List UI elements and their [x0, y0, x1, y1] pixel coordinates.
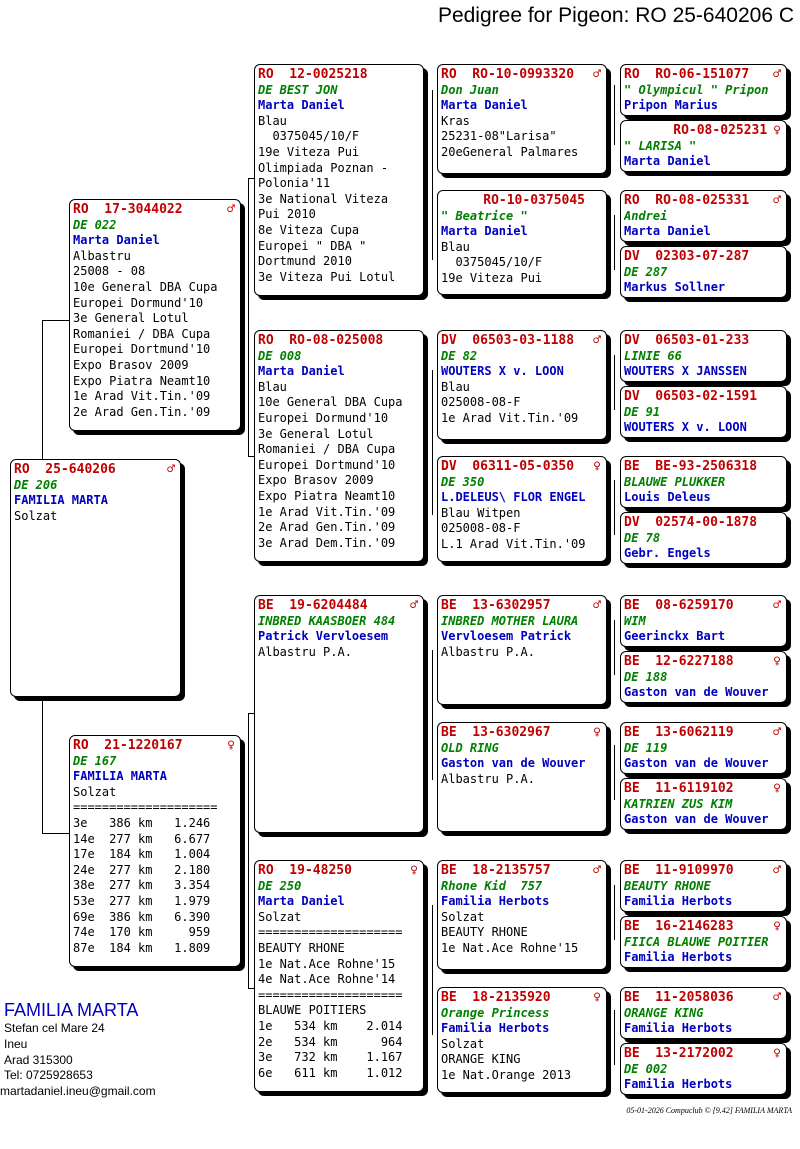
pigeon-info-line: BEAUTY RHONE	[441, 925, 528, 940]
owner-name: Geerinckx Bart	[624, 629, 726, 644]
pigeon-info-line: BEAUTY RHONE	[258, 940, 345, 955]
pigeon-card-subject[interactable]	[10, 459, 181, 697]
ring-number: BE 12-6227188	[624, 654, 734, 669]
sex-icon: ♀	[773, 1046, 781, 1061]
ring-number: RO RO-08-025331	[624, 193, 750, 208]
pigeon-info-line: Romaniei / DBA Cupa	[258, 442, 396, 457]
ring-number: DV 06503-02-1591	[624, 389, 758, 404]
pigeon-info-line: Albastru P.A.	[441, 771, 535, 786]
pigeon-info-line: Blau Witpen	[441, 505, 521, 520]
pigeon-info-line: ====================	[258, 925, 403, 940]
connector	[42, 700, 43, 833]
breeder-postal: Arad 315300	[4, 1052, 73, 1067]
pigeon-card-g6[interactable]	[620, 386, 787, 438]
pigeon-info-line: 19e Viteza Pui	[258, 144, 360, 159]
sex-icon: ♂	[227, 202, 235, 217]
pigeon-info-line: Albastru P.A.	[258, 644, 352, 659]
ring-number: DV 06503-03-1188	[441, 333, 575, 348]
pigeon-name: " Beatrice "	[441, 208, 528, 223]
owner-name: Familia Herbots	[624, 1021, 733, 1036]
owner-name: FAMILIA MARTA	[14, 493, 108, 508]
pigeon-card-g3[interactable]	[620, 190, 787, 242]
pigeon-name: BEAUTY RHONE	[624, 878, 711, 893]
pigeon-info-line: Solzat	[73, 784, 117, 799]
sex-icon: ♂	[410, 598, 418, 613]
connector	[614, 215, 615, 270]
pigeon-card-sire-dam[interactable]	[254, 330, 424, 562]
pigeon-info-line: L.1 Arad Vit.Tin.'09	[441, 536, 586, 551]
owner-name: Gaston van de Wouver	[624, 756, 769, 771]
sex-icon: ♀	[773, 123, 781, 138]
pigeon-info-line: 8e Viteza Cupa	[258, 222, 360, 237]
pigeon-info-line: 2e Arad Gen.Tin.'09	[258, 520, 396, 535]
sex-icon: ♀	[773, 781, 781, 796]
ring-number: RO 21-1220167	[73, 738, 183, 753]
ring-number: BE 13-2172002	[624, 1046, 734, 1061]
sex-icon: ♂	[773, 67, 781, 82]
owner-name: Louis Deleus	[624, 490, 711, 505]
pigeon-info-line: 38e 277 km 3.354	[73, 878, 211, 893]
owner-name: Familia Herbots	[624, 894, 733, 909]
owner-name: Vervloesem Patrick	[441, 629, 572, 644]
pigeon-info-line: ====================	[258, 987, 403, 1002]
pigeon-name: DE 002	[624, 1061, 668, 1076]
owner-name: L.DELEUS\ FLOR ENGEL	[441, 490, 586, 505]
pigeon-info-line: 24e 277 km 2.180	[73, 862, 211, 877]
pigeon-card-ddd[interactable]	[437, 987, 607, 1093]
pigeon-info-line: Expo Piatra Neamt10	[258, 488, 396, 503]
pigeon-info-line: Expo Brasov 2009	[258, 473, 374, 488]
pigeon-card-ssd[interactable]	[437, 190, 607, 295]
owner-name: Gaston van de Wouver	[624, 812, 769, 827]
connector	[432, 905, 433, 1035]
ring-number: DV 02303-07-287	[624, 249, 750, 264]
pigeon-info-line: Europei Dormund'10	[73, 295, 204, 310]
pigeon-info-line: 19e Viteza Pui	[441, 270, 543, 285]
sex-icon: ♀	[593, 725, 601, 740]
pigeon-info-line: 1e Arad Vit.Tin.'09	[258, 504, 396, 519]
pigeon-info-line: Solzat	[14, 508, 58, 523]
owner-name: Pripon Marius	[624, 98, 718, 113]
owner-name: Gaston van de Wouver	[441, 756, 586, 771]
pigeon-name: Orange Princess	[441, 1005, 550, 1020]
pigeon-info-line: Polonia'11	[258, 176, 331, 191]
pigeon-info-line: 3e 732 km 1.167	[258, 1050, 403, 1065]
sex-icon: ♂	[773, 725, 781, 740]
owner-name: Marta Daniel	[73, 233, 160, 248]
pigeon-name: Andrei	[624, 208, 668, 223]
pigeon-info-line: 1e Nat.Ace Rohne'15	[441, 940, 579, 955]
sex-icon: ♀	[227, 738, 235, 753]
pigeon-info-line: 25008 - 08	[73, 264, 146, 279]
pigeon-info-line: Blau	[258, 379, 287, 394]
pigeon-name: " Olympicul " Pripon	[624, 82, 769, 97]
pigeon-info-line: Albastru	[73, 248, 131, 263]
sex-icon: ♂	[593, 333, 601, 348]
pigeon-card-g16[interactable]	[620, 1043, 787, 1095]
sex-icon: ♂	[773, 863, 781, 878]
pigeon-name: INBRED KAASBOER 484	[258, 613, 396, 628]
sex-icon: ♀	[773, 654, 781, 669]
sex-icon: ♀	[773, 919, 781, 934]
pigeon-info-line: 2e 534 km 964	[258, 1034, 403, 1049]
pigeon-name: KATRIEN ZUS KIM	[624, 796, 733, 811]
ring-number: BE 11-6119102	[624, 781, 734, 796]
ring-number: BE 18-2135757	[441, 863, 551, 878]
pigeon-card-g9[interactable]	[620, 595, 787, 647]
connector	[42, 833, 70, 834]
ring-number: BE BE-93-2506318	[624, 459, 758, 474]
page-title: Pedigree for Pigeon: RO 25-640206 C	[437, 4, 794, 27]
pigeon-card-sds[interactable]	[437, 330, 607, 440]
pigeon-info-line: Solzat	[441, 1036, 485, 1051]
pigeon-card-sdd[interactable]	[437, 456, 607, 562]
pigeon-info-line: 1e Arad Vit.Tin.'09	[73, 389, 211, 404]
pigeon-card-dsd[interactable]	[437, 722, 607, 832]
pigeon-info-line: 3e 386 km 1.246	[73, 815, 211, 830]
connector	[432, 650, 433, 780]
pigeon-info-line: 1e 534 km 2.014	[258, 1018, 403, 1033]
pigeon-name: DE 250	[258, 878, 302, 893]
pigeon-info-line: 3e General Lotul	[73, 311, 189, 326]
ring-number: BE 18-2135920	[441, 990, 551, 1005]
pigeon-info-line: 025008-08-F	[441, 521, 521, 536]
connector	[614, 1010, 615, 1065]
pigeon-info-line: 6e 611 km 1.012	[258, 1065, 403, 1080]
connector	[614, 885, 615, 940]
ring-number: RO 19-48250	[258, 863, 352, 878]
pigeon-card-sire-sire[interactable]	[254, 64, 424, 296]
sex-icon: ♂	[593, 67, 601, 82]
pigeon-info-line: Romaniei / DBA Cupa	[73, 326, 211, 341]
ring-number: BE 11-9109970	[624, 863, 734, 878]
pigeon-info-line: 2e Arad Gen.Tin.'09	[73, 404, 211, 419]
breeder-name: FAMILIA MARTA	[4, 1000, 139, 1020]
breeder-city: Ineu	[4, 1036, 28, 1051]
pigeon-info-line: Kras	[441, 113, 470, 128]
pigeon-info-line: 3e Viteza Pui Lotul	[258, 269, 396, 284]
connector	[614, 620, 615, 675]
breeder-address: Stefan cel Mare 24	[4, 1021, 105, 1035]
pigeon-name: DE BEST JON	[258, 82, 338, 97]
pigeon-info-line: Europei Dormund'10	[258, 410, 389, 425]
pigeon-card-g12[interactable]	[620, 778, 787, 830]
pigeon-card-sss[interactable]	[437, 64, 607, 174]
owner-name: Markus Sollner	[624, 280, 726, 295]
breeder-email[interactable]: martadaniel.ineu@gmail.com	[0, 1084, 156, 1099]
pigeon-card-sire[interactable]	[69, 199, 241, 431]
sex-icon: ♂	[593, 598, 601, 613]
pigeon-info-line: 1e Nat.Ace Rohne'15	[258, 956, 396, 971]
pigeon-info-line: Pui 2010	[258, 207, 316, 222]
connector	[432, 370, 433, 515]
pigeon-info-line: 53e 277 km 1.979	[73, 893, 211, 908]
pigeon-info-line: 10e General DBA Cupa	[258, 395, 403, 410]
pigeon-card-dam-dam[interactable]	[254, 860, 424, 1092]
sex-icon: ♂	[167, 462, 175, 477]
pigeon-info-line: 69e 386 km 6.390	[73, 909, 211, 924]
owner-name: Familia Herbots	[441, 894, 550, 909]
pigeon-info-line: 0375045/10/F	[441, 255, 543, 270]
pigeon-name: Rhone Kid 757	[441, 878, 543, 893]
pigeon-card-g7[interactable]	[620, 456, 787, 508]
pigeon-info-line: 3e General Lotul	[258, 426, 374, 441]
ring-number: BE 11-2058036	[624, 990, 734, 1005]
pigeon-info-line: Expo Brasov 2009	[73, 357, 189, 372]
sex-icon: ♂	[773, 193, 781, 208]
connector	[248, 178, 249, 456]
owner-name: Marta Daniel	[258, 98, 345, 113]
pigeon-info-line: Europei " DBA "	[258, 238, 367, 253]
pigeon-info-line: 20eGeneral Palmares	[441, 144, 579, 159]
ring-number: RO RO-08-025008	[258, 333, 384, 348]
ring-number: DV 06503-01-233	[624, 333, 750, 348]
owner-name: Familia Herbots	[624, 950, 733, 965]
pigeon-info-line: 74e 170 km 959	[73, 925, 211, 940]
ring-number: DV 02574-00-1878	[624, 515, 758, 530]
connector	[42, 320, 43, 460]
pigeon-info-line: 3e National Viteza	[258, 191, 389, 206]
pigeon-info-line: Blau	[258, 113, 287, 128]
pigeon-info-line: Europei Dortmund'10	[73, 342, 211, 357]
pigeon-info-line: Solzat	[441, 909, 485, 924]
pigeon-card-g10[interactable]	[620, 651, 787, 703]
connector	[248, 713, 249, 988]
owner-name: Marta Daniel	[258, 364, 345, 379]
sex-icon: ♂	[773, 598, 781, 613]
ring-number: RO 17-3044022	[73, 202, 183, 217]
sex-icon: ♀	[593, 990, 601, 1005]
pigeon-info-line: Europei Dortmund'10	[258, 457, 396, 472]
owner-name: WOUTERS X JANSSEN	[624, 364, 747, 379]
ring-number: BE 08-6259170	[624, 598, 734, 613]
sex-icon: ♀	[410, 863, 418, 878]
owner-name: FAMILIA MARTA	[73, 769, 167, 784]
pigeon-name: " LARISA "	[624, 138, 697, 153]
pigeon-name: DE 206	[14, 477, 58, 492]
pigeon-name: DE 022	[73, 217, 117, 232]
pigeon-card-g13[interactable]	[620, 860, 787, 912]
owner-name: Gebr. Engels	[624, 546, 711, 561]
pigeon-info-line: 10e General DBA Cupa	[73, 279, 218, 294]
ring-number: RO-10-0375045	[483, 193, 585, 208]
owner-name: Patrick Vervloesem	[258, 629, 389, 644]
pigeon-name: DE 119	[624, 740, 668, 755]
connector	[614, 85, 615, 145]
pigeon-info-line: Dortmund 2010	[258, 254, 352, 269]
owner-name: WOUTERS X v. LOON	[441, 364, 564, 379]
owner-name: Marta Daniel	[624, 154, 711, 169]
pigeon-card-g11[interactable]	[620, 722, 787, 774]
connector	[614, 480, 615, 535]
owner-name: Marta Daniel	[258, 894, 345, 909]
pigeon-info-line: BLAUWE POITIERS	[258, 1003, 367, 1018]
owner-name: Gaston van de Wouver	[624, 685, 769, 700]
pigeon-info-line: 25231-08"Larisa"	[441, 129, 557, 144]
pigeon-card-g2[interactable]	[620, 120, 787, 172]
pigeon-card-g15[interactable]	[620, 987, 787, 1039]
sex-icon: ♂	[593, 863, 601, 878]
pigeon-card-g4[interactable]	[620, 246, 787, 298]
pigeon-info-line: ORANGE KING	[441, 1052, 521, 1067]
pigeon-name: FIICA BLAUWE POITIER	[624, 934, 769, 949]
pigeon-name: DE 188	[624, 669, 668, 684]
ring-number: DV 06311-05-0350	[441, 459, 575, 474]
pigeon-name: DE 350	[441, 474, 485, 489]
pigeon-info-line: Albastru P.A.	[441, 644, 535, 659]
owner-name: Marta Daniel	[441, 98, 528, 113]
ring-number: RO RO-10-0993320	[441, 67, 575, 82]
pigeon-name: LINIE 66	[624, 348, 682, 363]
pigeon-card-dds[interactable]	[437, 860, 607, 970]
connector	[432, 90, 433, 260]
connector	[614, 355, 615, 410]
pigeon-info-line: 0375045/10/F	[258, 129, 360, 144]
pigeon-name: DE 82	[441, 348, 478, 363]
ring-number: BE 19-6204484	[258, 598, 368, 613]
owner-name: Marta Daniel	[624, 224, 711, 239]
pigeon-card-dam[interactable]	[69, 735, 241, 967]
footer-credit: 05-01-2026 Compuclub © [9.42] FAMILIA MARTA	[626, 1106, 792, 1115]
ring-number: RO-08-025231	[673, 123, 768, 138]
ring-number: BE 13-6302957	[441, 598, 551, 613]
owner-name: Familia Herbots	[441, 1021, 550, 1036]
pigeon-card-g5[interactable]	[620, 330, 787, 382]
pigeon-card-dam-sire[interactable]	[254, 595, 424, 833]
sex-icon: ♂	[773, 990, 781, 1005]
pigeon-name: Don Juan	[441, 82, 499, 97]
pigeon-name: DE 287	[624, 264, 668, 279]
pigeon-info-line: 1e Arad Vit.Tin.'09	[441, 410, 579, 425]
owner-name: WOUTERS X v. LOON	[624, 420, 747, 435]
pigeon-info-line: Expo Piatra Neamt10	[73, 373, 211, 388]
ring-number: BE 13-6302967	[441, 725, 551, 740]
pigeon-info-line: 14e 277 km 6.677	[73, 831, 211, 846]
pigeon-name: OLD RING	[441, 740, 499, 755]
pigeon-info-line: 1e Nat.Orange 2013	[441, 1067, 572, 1082]
pigeon-info-line: ====================	[73, 800, 218, 815]
pigeon-info-line: 87e 184 km 1.809	[73, 940, 211, 955]
sex-icon: ♀	[593, 459, 601, 474]
pigeon-info-line: Solzat	[258, 909, 302, 924]
pigeon-name: WIM	[624, 613, 646, 628]
pigeon-card-g1[interactable]	[620, 64, 787, 116]
owner-name: Marta Daniel	[441, 224, 528, 239]
pigeon-name: INBRED MOTHER LAURA	[441, 613, 579, 628]
ring-number: BE 13-6062119	[624, 725, 734, 740]
pigeon-name: BLAUWE PLUKKER	[624, 474, 726, 489]
breeder-phone: Tel: 0725928653	[4, 1068, 93, 1083]
owner-name: Familia Herbots	[624, 1077, 733, 1092]
breeder-contact	[0, 1000, 156, 1100]
pigeon-card-g14[interactable]	[620, 916, 787, 968]
pigeon-info-line: 17e 184 km 1.004	[73, 847, 211, 862]
pigeon-name: DE 167	[73, 753, 117, 768]
pigeon-info-line: Blau	[441, 239, 470, 254]
pigeon-info-line: Olimpiada Poznan -	[258, 160, 389, 175]
ring-number: BE 16-2146283	[624, 919, 734, 934]
pigeon-name: DE 78	[624, 530, 661, 545]
pigeon-card-g8[interactable]	[620, 512, 787, 564]
pigeon-info-line: 3e Arad Dem.Tin.'09	[258, 535, 396, 550]
ring-number: RO RO-06-151077	[624, 67, 750, 82]
pigeon-info-line: 025008-08-F	[441, 395, 521, 410]
connector	[614, 745, 615, 800]
pigeon-name: ORANGE KING	[624, 1005, 704, 1020]
ring-number: RO 25-640206	[14, 462, 116, 477]
pigeon-name: DE 91	[624, 404, 661, 419]
pigeon-info-line: 4e Nat.Ace Rohne'14	[258, 972, 396, 987]
pigeon-card-dss[interactable]	[437, 595, 607, 705]
connector	[42, 320, 70, 321]
ring-number: RO 12-0025218	[258, 67, 368, 82]
pigeon-name: DE 008	[258, 348, 302, 363]
pigeon-info-line: Blau	[441, 379, 470, 394]
